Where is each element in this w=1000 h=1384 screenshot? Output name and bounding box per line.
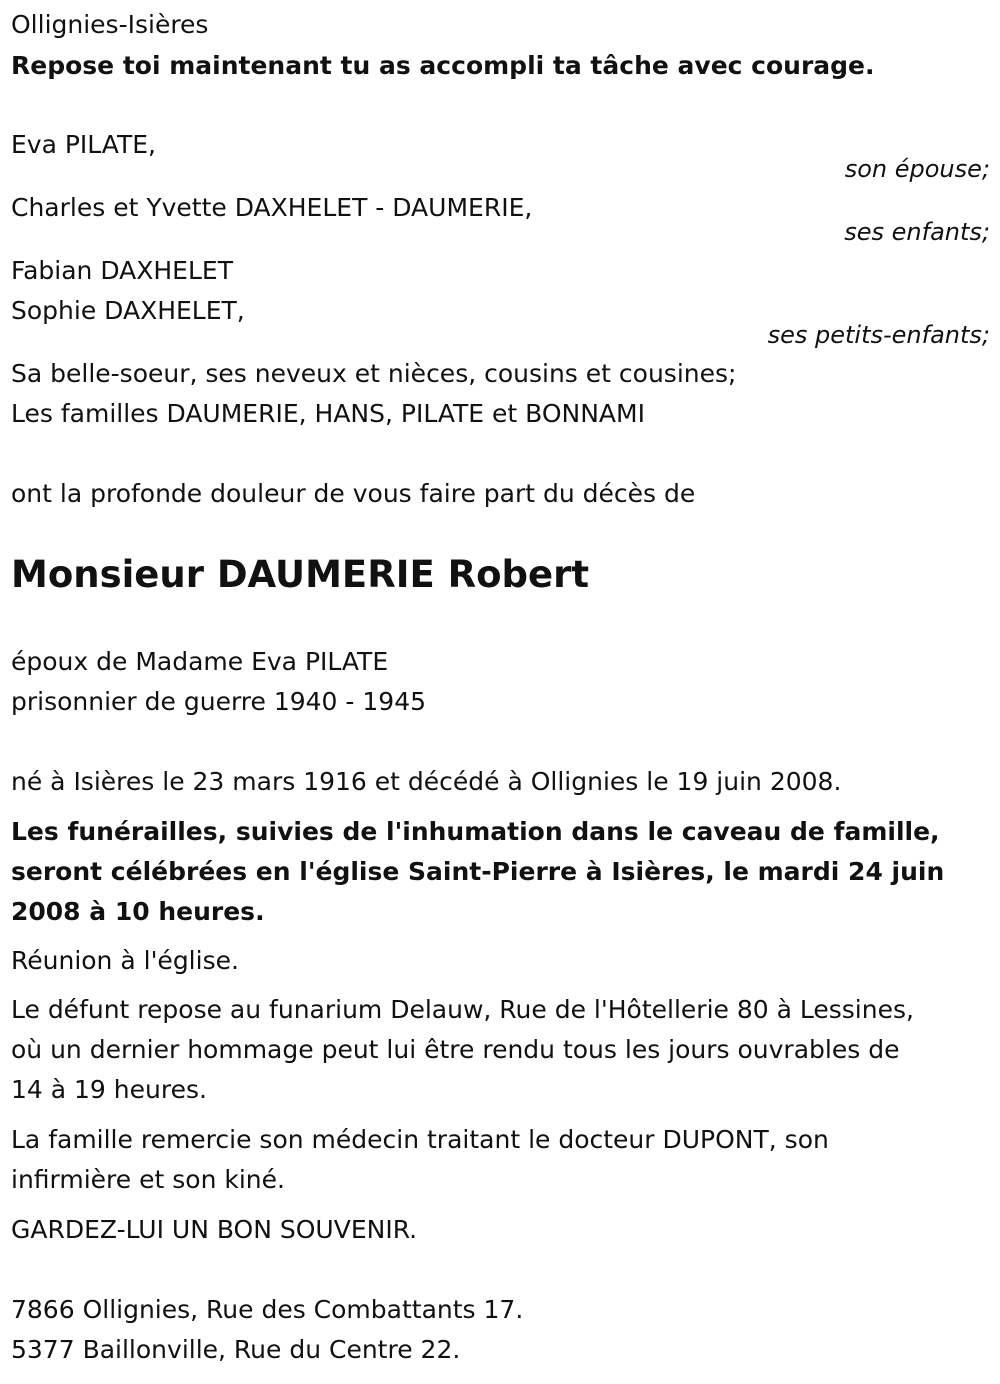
extended-family-line: Sa belle-soeur, ses neveux et nièces, cousins et cousines; — [11, 359, 737, 388]
extended-family-line: Les familles DAUMERIE, HANS, PILATE et BONNAMI — [11, 399, 645, 428]
announcement: ont la profonde douleur de vous faire part du décès de — [11, 479, 696, 508]
deceased-spouse-line: époux de Madame Eva PILATE — [11, 647, 389, 676]
deceased-note: prisonnier de guerre 1940 - 1945 — [11, 687, 427, 716]
meeting-line: Réunion à l'église. — [11, 946, 239, 975]
epitaph: Repose toi maintenant tu as accompli ta tâche avec courage. — [11, 51, 875, 80]
viewing-line: 14 à 19 heures. — [11, 1075, 207, 1104]
thanks-line: infirmière et son kiné. — [11, 1165, 285, 1194]
birth-death-line: né à Isières le 23 mars 1916 et décédé à Ollignies le 19 juin 2008. — [11, 767, 842, 796]
deceased-name: Monsieur DAUMERIE Robert — [11, 553, 590, 596]
funeral-line: Les funérailles, suivies de l'inhumation dans le caveau de famille, — [11, 817, 940, 846]
grandchildren-relation: ses petits-enfants; — [767, 321, 990, 349]
viewing-line: où un dernier hommage peut lui être rendu tous les jours ouvrables de — [11, 1035, 900, 1064]
address-line: 5377 Baillonville, Rue du Centre 22. — [11, 1335, 461, 1364]
spouse-name: Eva PILATE, — [11, 130, 156, 159]
address-line: 7866 Ollignies, Rue des Combattants 17. — [11, 1295, 524, 1324]
funeral-line: seront célébrées en l'église Saint-Pierre à Isières, le mardi 24 juin — [11, 857, 945, 886]
thanks-line: La famille remercie son médecin traitant le docteur DUPONT, son — [11, 1125, 829, 1154]
closing-line: GARDEZ-LUI UN BON SOUVENIR. — [11, 1215, 418, 1244]
location-line: Ollignies-Isières — [11, 10, 209, 39]
viewing-line: Le défunt repose au funarium Delauw, Rue de l'Hôtellerie 80 à Lessines, — [11, 995, 914, 1024]
children-name: Charles et Yvette DAXHELET - DAUMERIE, — [11, 193, 533, 222]
grandchild-name: Sophie DAXHELET, — [11, 296, 245, 325]
funeral-line: 2008 à 10 heures. — [11, 897, 265, 926]
spouse-relation: son épouse; — [844, 155, 990, 183]
grandchild-name: Fabian DAXHELET — [11, 256, 233, 285]
children-relation: ses enfants; — [844, 218, 990, 246]
